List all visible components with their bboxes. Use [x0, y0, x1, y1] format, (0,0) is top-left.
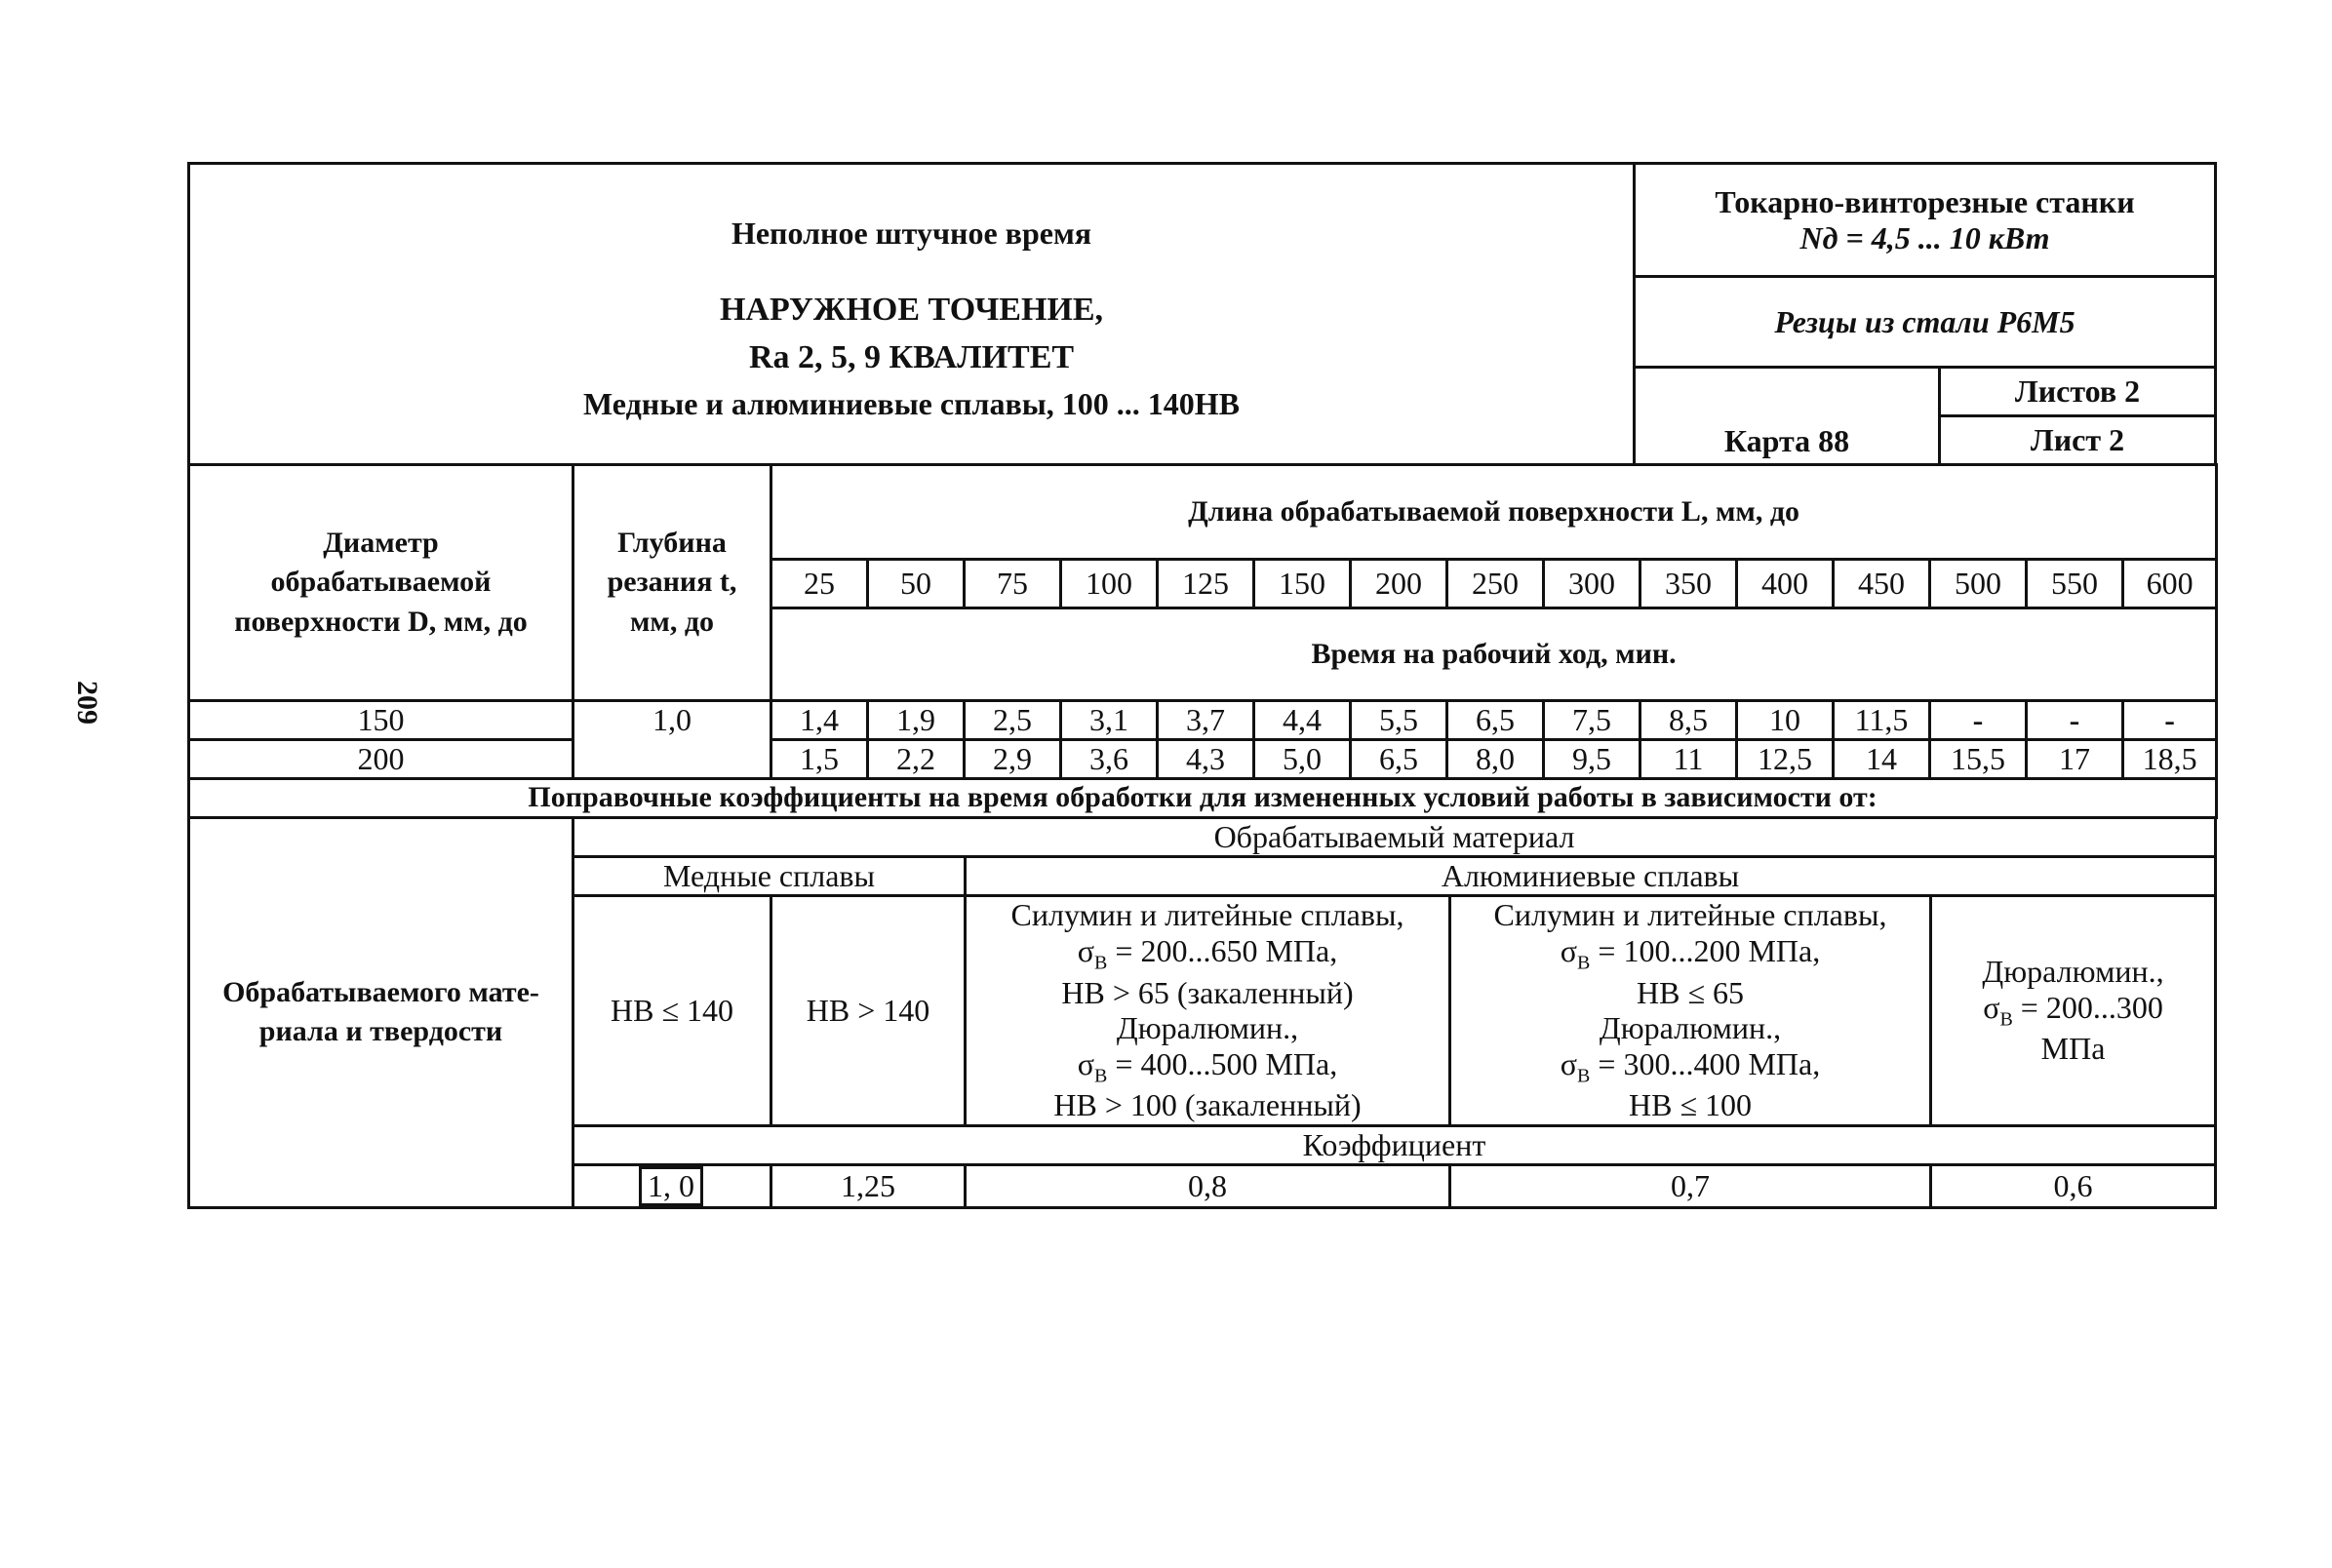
al-value: = 400...500 МПа, — [1115, 1046, 1338, 1082]
tools-cell: Резцы из стали Р6М5 — [1635, 277, 2216, 368]
time-value: 12,5 — [1737, 740, 1834, 779]
diameter-value: 150 — [189, 701, 573, 740]
time-value: 3,6 — [1061, 740, 1158, 779]
time-value: 7,5 — [1544, 701, 1640, 740]
header-line-4: Медные и алюминиевые сплавы, 100 ... 140НВ — [583, 386, 1240, 422]
sheet-current-cell: Лист 2 — [1940, 416, 2216, 465]
correction-row-label-line: Обрабатываемого мате- — [222, 975, 539, 1008]
card-cell: Карта 88 — [1635, 368, 1940, 465]
time-value: 10 — [1737, 701, 1834, 740]
length-value: 500 — [1930, 560, 2027, 608]
time-value: 5,5 — [1351, 701, 1447, 740]
sigma-symbol: σ — [1077, 1046, 1095, 1082]
time-value: 2,9 — [965, 740, 1061, 779]
al-line: Дюралюмин., — [1116, 1010, 1299, 1046]
diameter-header-line: Диаметр — [323, 526, 439, 559]
machines-cell — [1635, 164, 2216, 277]
sigma-subscript: В — [1094, 1065, 1108, 1087]
time-value: 6,5 — [1447, 701, 1544, 740]
time-value: 15,5 — [1930, 740, 2027, 779]
coefficient-value: 0,8 — [966, 1164, 1450, 1207]
time-value: 1,9 — [868, 701, 965, 740]
aluminum-group-1 — [966, 895, 1450, 1125]
time-value: 8,5 — [1640, 701, 1737, 740]
machines-line-1: Токарно-винторезные станки — [1715, 183, 2135, 219]
length-value: 100 — [1061, 560, 1158, 608]
time-value: 8,0 — [1447, 740, 1544, 779]
time-value: 9,5 — [1544, 740, 1640, 779]
length-value: 125 — [1158, 560, 1254, 608]
coefficient-boxed-value: 1, 0 — [639, 1166, 703, 1206]
depth-header — [573, 465, 771, 701]
coefficient-value: 0,6 — [1931, 1164, 2216, 1207]
coefficient-value: 1,25 — [771, 1164, 966, 1207]
aluminum-group-2 — [1450, 895, 1931, 1125]
length-value: 550 — [2027, 560, 2123, 608]
main-table — [187, 463, 2218, 819]
length-value: 200 — [1351, 560, 1447, 608]
sigma-symbol: σ — [1560, 933, 1578, 969]
copper-hardness-high: НВ > 140 — [771, 895, 966, 1125]
time-value: 3,7 — [1158, 701, 1254, 740]
copper-header: Медные сплавы — [573, 857, 966, 896]
al-line: НВ > 65 (закаленный) — [1061, 974, 1354, 1010]
time-value: 14 — [1834, 740, 1930, 779]
sigma-symbol: σ — [1077, 933, 1095, 969]
diameter-header-line: обрабатываемой — [270, 566, 492, 599]
time-value: 11,5 — [1834, 701, 1930, 740]
header-line-2: НАРУЖНОЕ ТОЧЕНИЕ, — [719, 291, 1104, 328]
al-line: МПа — [2040, 1031, 2106, 1067]
correction-table — [187, 816, 2217, 1209]
length-value: 350 — [1640, 560, 1737, 608]
time-value: 4,3 — [1158, 740, 1254, 779]
length-value: 150 — [1254, 560, 1351, 608]
time-value: 2,2 — [868, 740, 965, 779]
time-value: 6,5 — [1351, 740, 1447, 779]
header-line-1: Неполное штучное время — [731, 216, 1092, 252]
depth-header-line: резания t, — [607, 566, 737, 599]
time-value: 11 — [1640, 740, 1737, 779]
al-value: = 300...400 МПа, — [1598, 1046, 1821, 1082]
diameter-header — [189, 465, 573, 701]
al-line-sigma — [970, 1046, 1444, 1087]
time-value: - — [2027, 701, 2123, 740]
machines-line-2: Nд = 4,5 ... 10 кВт — [1799, 219, 2050, 255]
al-line-sigma — [970, 933, 1444, 974]
sigma-subscript: В — [1094, 952, 1108, 974]
correction-row-label — [189, 818, 573, 1208]
al-line: Силумин и литейные сплавы, — [1010, 897, 1404, 933]
al-line: Дюралюмин., — [1982, 954, 2164, 990]
length-value: 600 — [2123, 560, 2217, 608]
length-value: 75 — [965, 560, 1061, 608]
copper-hardness-low: НВ ≤ 140 — [573, 895, 771, 1125]
header-line-3: Ra 2, 5, 9 КВАЛИТЕТ — [748, 339, 1075, 375]
al-line-sigma — [1455, 1046, 1925, 1087]
depth-header-line: Глубина — [617, 526, 727, 559]
al-line: НВ > 100 (закаленный) — [1053, 1087, 1362, 1123]
length-value: 450 — [1834, 560, 1930, 608]
time-value: 5,0 — [1254, 740, 1351, 779]
sheets-total-cell: Листов 2 — [1940, 368, 2216, 416]
length-value: 25 — [771, 560, 868, 608]
time-value: 3,1 — [1061, 701, 1158, 740]
time-header: Время на рабочий ход, мин. — [771, 608, 2217, 701]
sigma-symbol: σ — [1983, 990, 2000, 1026]
time-value: 1,5 — [771, 740, 868, 779]
time-value: 4,4 — [1254, 701, 1351, 740]
correction-row-label-line: риала и твердости — [258, 1015, 503, 1048]
time-value: - — [2123, 701, 2217, 740]
time-value: 1,4 — [771, 701, 868, 740]
length-value: 250 — [1447, 560, 1544, 608]
document-sheet — [187, 162, 2214, 1209]
diameter-header-line: поверхности D, мм, до — [234, 605, 528, 638]
table-row — [189, 740, 2217, 779]
sigma-symbol: σ — [1560, 1046, 1578, 1082]
sigma-subscript: В — [1577, 952, 1591, 974]
al-line: НВ ≤ 100 — [1628, 1087, 1752, 1123]
time-value: - — [1930, 701, 2027, 740]
header-title-cell — [189, 164, 1635, 465]
al-value: = 100...200 МПа, — [1598, 933, 1821, 969]
al-line-sigma — [1936, 990, 2210, 1031]
al-line: НВ ≤ 65 — [1636, 974, 1744, 1010]
material-header: Обрабатываемый материал — [573, 818, 2216, 857]
al-line-sigma — [1455, 933, 1925, 974]
coefficient-value: 0,7 — [1450, 1164, 1931, 1207]
correction-title: Поправочные коэффициенты на время обработки для измененных условий работы в зависимости от: — [189, 779, 2217, 818]
table-row — [189, 701, 2217, 740]
al-value: = 200...300 — [2020, 990, 2163, 1026]
length-value: 400 — [1737, 560, 1834, 608]
sigma-subscript: В — [1577, 1065, 1591, 1087]
sigma-subscript: В — [1999, 1008, 2013, 1031]
depth-value: 1,0 — [573, 701, 771, 779]
header-table — [187, 162, 2217, 466]
time-value: 17 — [2027, 740, 2123, 779]
coefficient-value — [573, 1164, 771, 1207]
length-value: 300 — [1544, 560, 1640, 608]
page-number: 209 — [71, 681, 103, 725]
length-value: 50 — [868, 560, 965, 608]
al-line: Дюралюмин., — [1599, 1010, 1782, 1046]
diameter-value: 200 — [189, 740, 573, 779]
aluminum-group-3 — [1931, 895, 2216, 1125]
time-value: 18,5 — [2123, 740, 2217, 779]
aluminum-header: Алюминиевые сплавы — [966, 857, 2216, 896]
length-header: Длина обрабатываемой поверхности L, мм, до — [771, 465, 2217, 560]
al-line: Силумин и литейные сплавы, — [1493, 897, 1887, 933]
coefficient-header: Коэффициент — [573, 1125, 2216, 1164]
al-value: = 200...650 МПа, — [1115, 933, 1338, 969]
time-value: 2,5 — [965, 701, 1061, 740]
depth-header-line: мм, до — [629, 605, 715, 638]
